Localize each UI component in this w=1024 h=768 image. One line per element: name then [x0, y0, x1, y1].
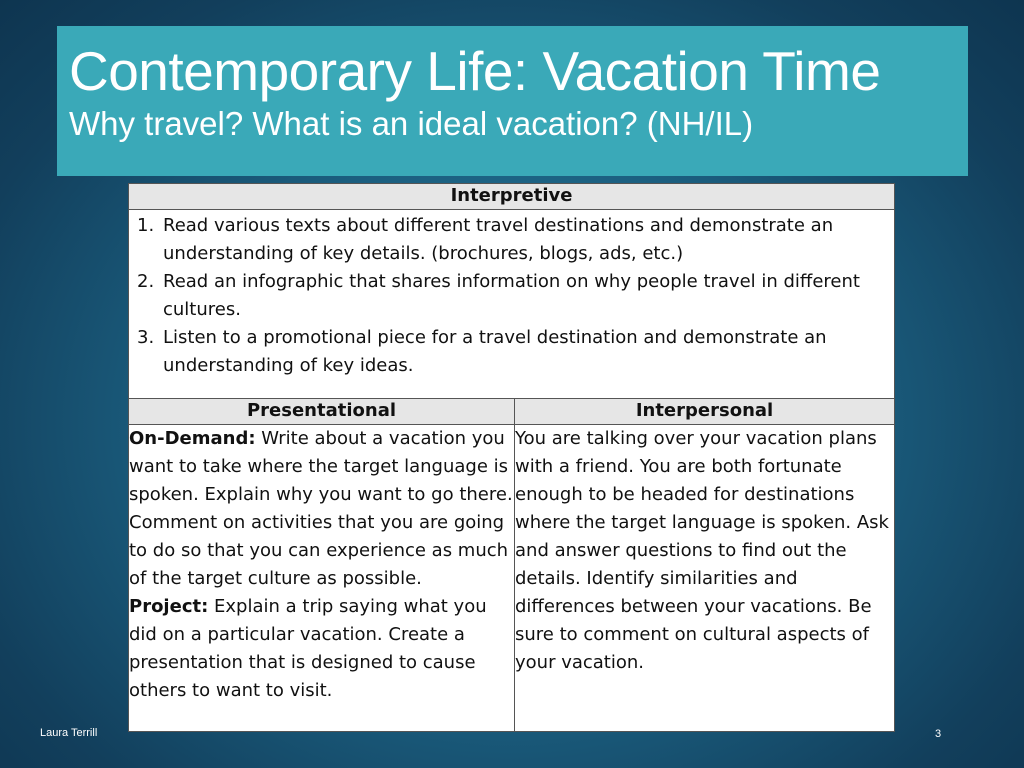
footer-author: Laura Terrill: [40, 727, 98, 739]
presentational-cell: [129, 425, 515, 732]
presentational-header: Presentational: [129, 399, 515, 425]
interpersonal-cell: You are talking over your vacation plans with a friend. You are both fortunate enough to be headed for destinations where the target language is spoken. Ask and answer questions to find out the details. Identify similarities and differences between your vacations. Be sure to comment on cultural aspects of your vacation.: [515, 425, 895, 732]
list-item-number: 1.: [137, 215, 155, 236]
interpretive-header: Interpretive: [129, 184, 895, 210]
slide-subtitle: Why travel? What is an ideal vacation? (NH/IL): [69, 105, 754, 142]
list-item-text: Read various texts about different travel destinations and demonstrate an understanding of key details. (brochures, blogs, ads, etc.): [163, 215, 834, 264]
list-item: [137, 268, 886, 324]
project-label: Project:: [129, 596, 209, 617]
slide-title: Contemporary Life: Vacation Time: [69, 40, 881, 102]
on-demand-text: Write about a vacation you want to take where the target language is spoken. Explain why you want to go there. Comment on activities that you are going to do so that you can experience as much of the target culture as possible.: [129, 428, 513, 589]
slide-number: 3: [935, 728, 942, 740]
on-demand-label: On-Demand:: [129, 428, 256, 449]
mode-table: [128, 183, 895, 732]
list-item-text: Listen to a promotional piece for a travel destination and demonstrate an understanding of key ideas.: [163, 327, 827, 376]
interpersonal-header: Interpersonal: [515, 399, 895, 425]
list-item-number: 2.: [137, 271, 155, 292]
list-item-text: Read an infographic that shares information on why people travel in different cultures.: [163, 271, 860, 320]
list-item: [137, 212, 886, 268]
list-item: [137, 324, 886, 380]
interpretive-cell: [129, 210, 895, 399]
interpretive-list: [129, 210, 894, 382]
list-item-number: 3.: [137, 327, 155, 348]
project-text: Explain a trip saying what you did on a particular vacation. Create a presentation that is designed to cause others to want to visit.: [129, 596, 487, 701]
slide-title-box: [57, 26, 968, 176]
